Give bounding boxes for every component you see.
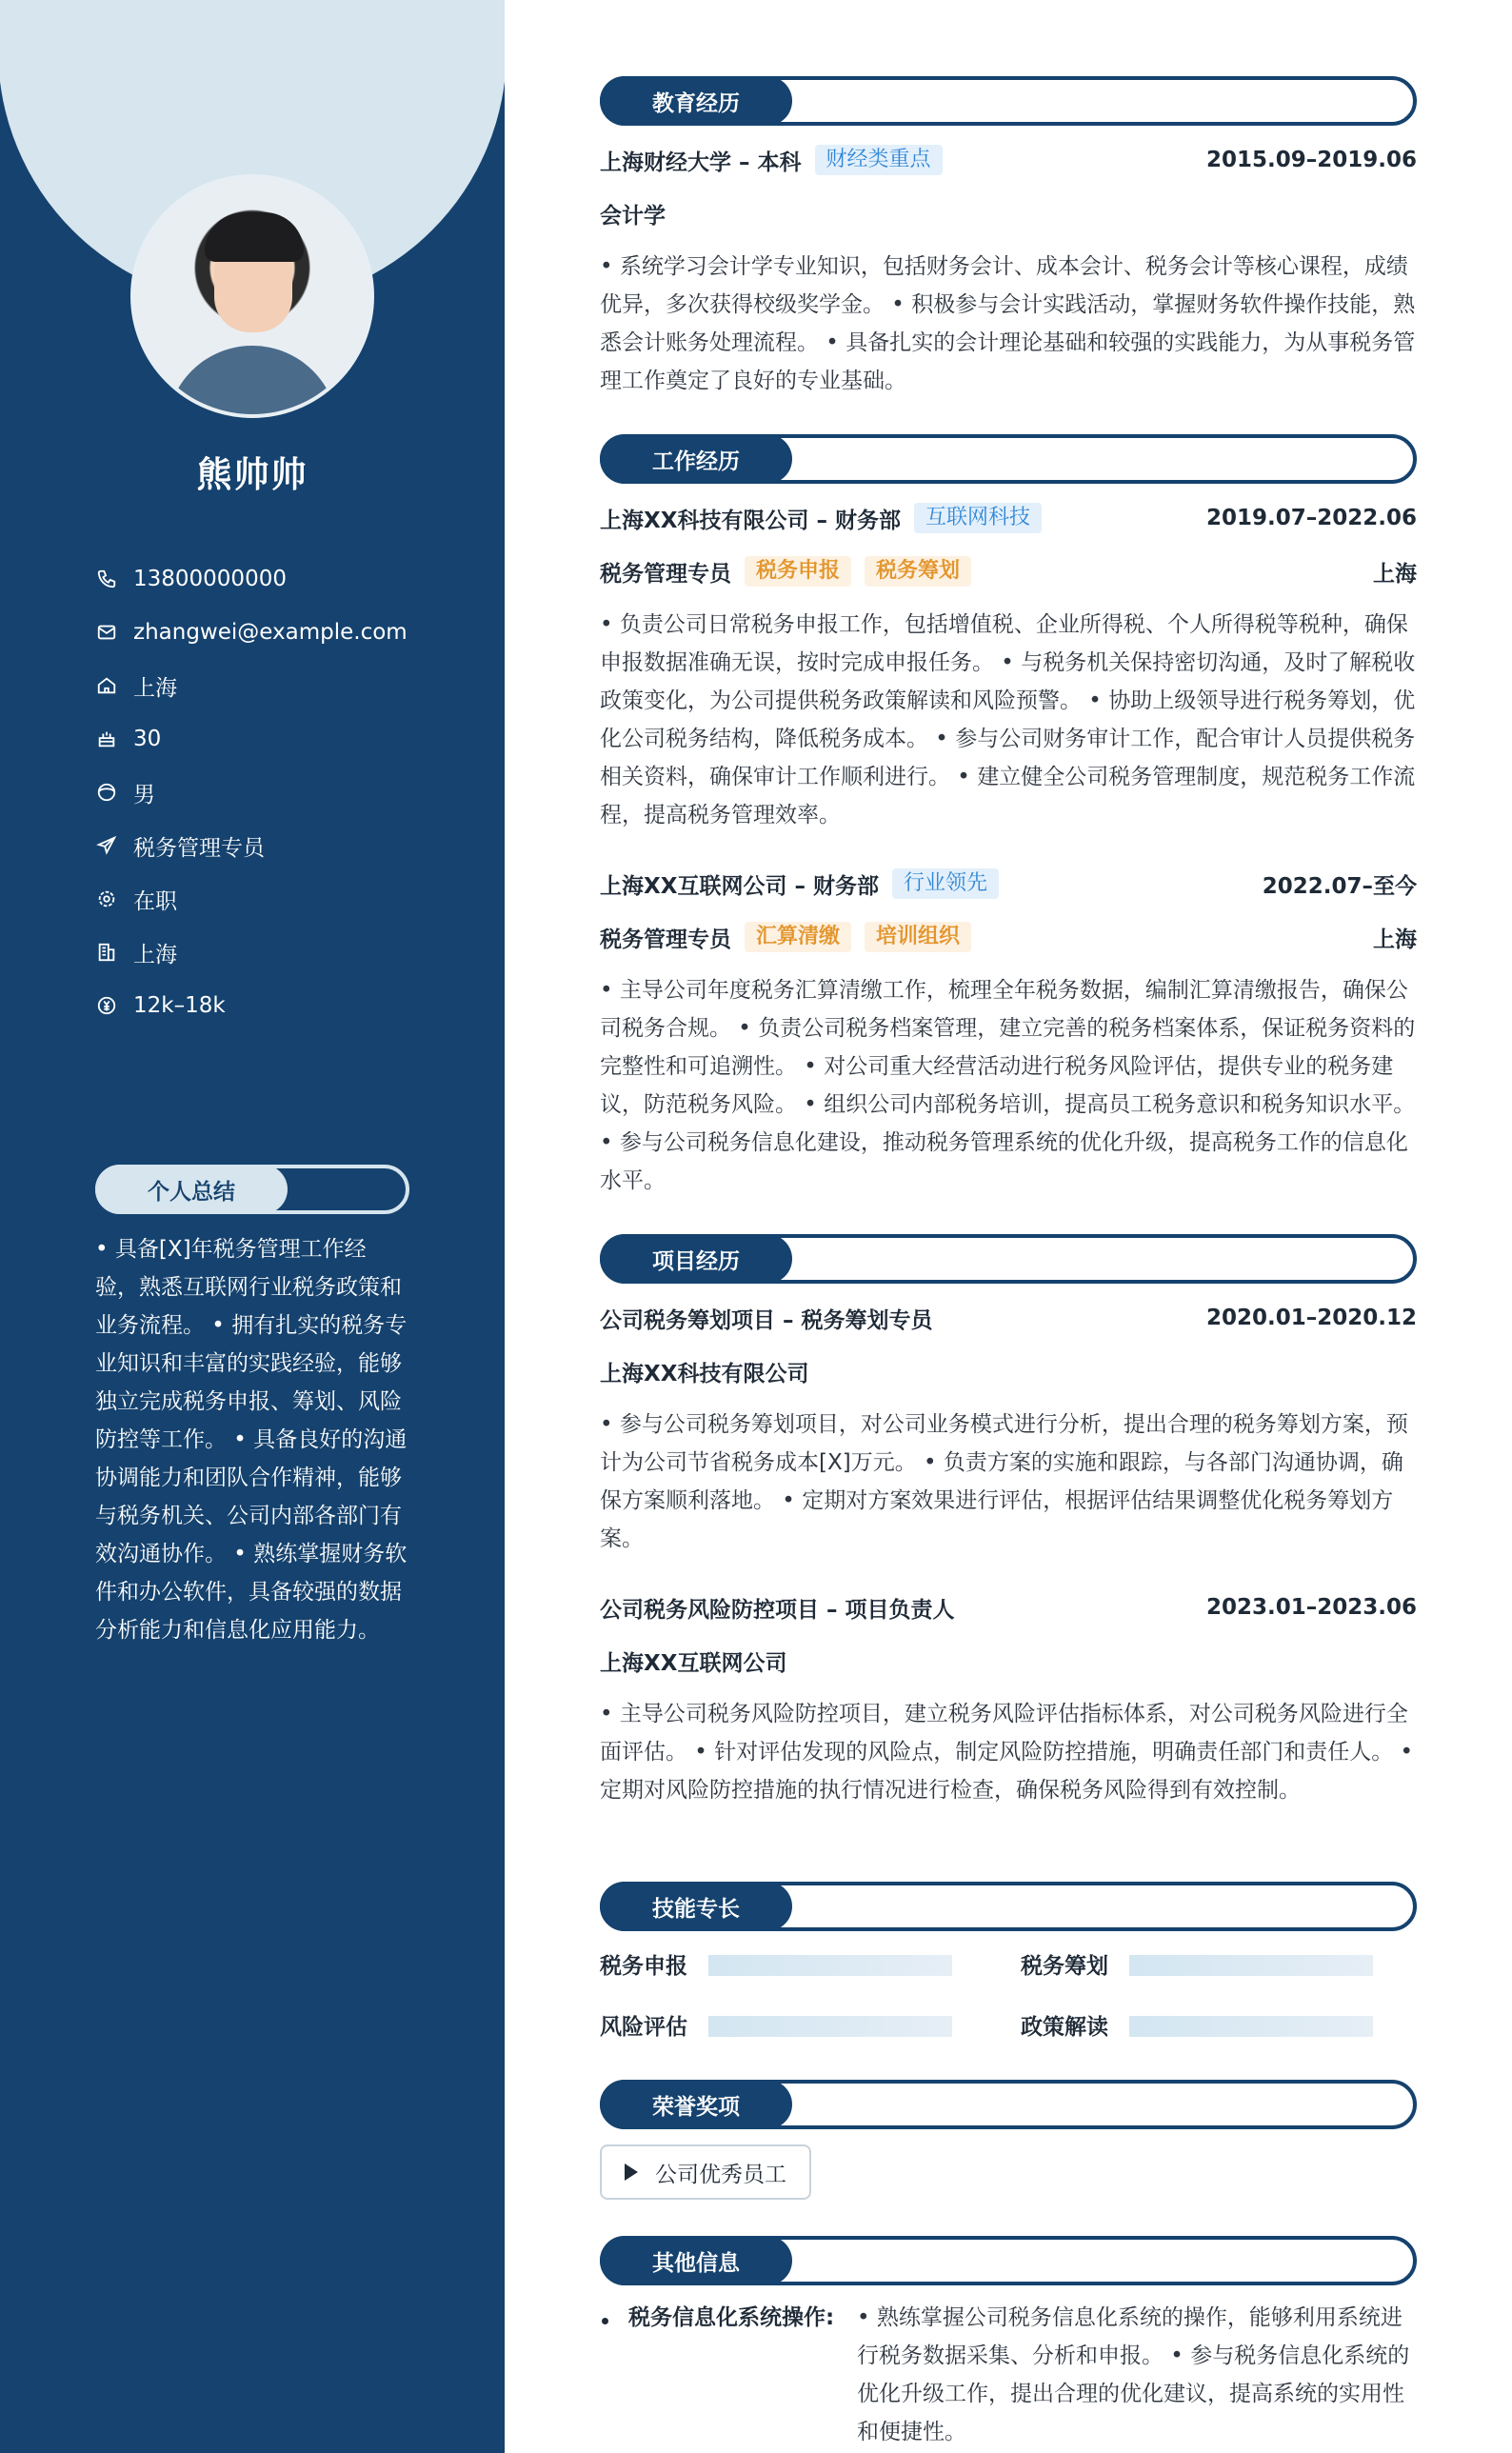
contact-status: 在职	[95, 872, 495, 926]
project-2-org: 上海XX互联网公司	[600, 1650, 787, 1676]
project-1-org-row	[600, 1354, 1417, 1388]
other-label: 税务信息化系统操作:	[628, 2305, 835, 2330]
education-school: 上海财经大学 – 本科	[600, 150, 802, 175]
phone-icon	[95, 568, 118, 590]
other-text: • 熟练掌握公司税务信息化系统的操作，能够利用系统进行税务数据采集、分析和申报。 • 参与税务信息化系统的优化升级工作，提出合理的优化建议，提高系统的实用性和便捷性。	[857, 2305, 1410, 2444]
award-item[interactable]	[600, 2144, 811, 2200]
project-2-desc: • 主导公司税务风险防控项目，建立税务风险评估指标体系，对公司税务风险进行全面评估。 • 针对评估发现的风险点，制定风险防控措施，明确责任部门和责任人。 • 定期对风险防控措施的执行情况进行检查，确保税务风险得到有效控制。	[600, 1702, 1414, 1803]
other-header	[600, 2236, 1417, 2285]
education-title: 教育经历	[600, 76, 792, 126]
projects-header	[600, 1234, 1417, 1284]
play-icon	[625, 2164, 638, 2181]
job-1-date: 2019.07–2022.06	[1205, 506, 1417, 530]
education-major-row	[600, 196, 1417, 230]
honors-header	[600, 2080, 1417, 2129]
job-2-row	[600, 867, 1417, 901]
home-icon	[95, 674, 118, 697]
profile-name: 熊帅帅	[196, 454, 308, 495]
project-2-row	[600, 1590, 1417, 1625]
sidebar	[0, 0, 505, 2453]
job-1-company: 上海XX科技有限公司 – 财务部	[600, 508, 901, 533]
honors-title: 荣誉奖项	[600, 2080, 792, 2129]
education-tag: 财经类重点	[815, 145, 943, 175]
job-2-role-row	[600, 920, 1417, 954]
job-2-role: 税务管理专员	[600, 927, 731, 952]
contact-email: zhangwei@example.com	[95, 606, 495, 659]
send-icon	[95, 834, 118, 857]
summary-text: • 具备[X]年税务管理工作经验，熟悉互联网行业税务政策和业务流程。 • 拥有扎实的税务专业知识和丰富的实践经验，能够独立完成税务申报、筹划、风险防控等工作。 • 具备良好的沟通协调能力和团队合作精神，能够与税务机关、公司内部各部门有效沟通协作。 • 熟练掌握财务软件和办公软件，具备较强的数据分析能力和信息化应用能力。	[95, 1237, 408, 1643]
job-1-city: 上海	[1373, 561, 1417, 587]
skill-2-bar	[1129, 1955, 1373, 1976]
education-date: 2015.09–2019.06	[1205, 148, 1417, 172]
contact-salary: 12k–18k	[95, 979, 495, 1032]
projects-title: 项目经历	[600, 1234, 792, 1284]
skill-1-label: 税务申报	[600, 1954, 687, 1979]
contact-phone: 13800000000	[95, 552, 495, 606]
education-major: 会计学	[600, 203, 666, 229]
job-2-tag: 行业领先	[892, 868, 999, 899]
job-1-role: 税务管理专员	[600, 561, 731, 587]
bullet-icon	[602, 2318, 608, 2324]
job-1-skill-1: 税务申报	[745, 556, 851, 587]
job-1-desc: • 负责公司日常税务申报工作，包括增值税、企业所得税、个人所得税等税种，确保申报数据准确无误，按时完成申报任务。 • 与税务机关保持密切沟通，及时了解税收政策变化，为公司提供税务政策解读和风险预警。 • 协助上级领导进行税务筹划，优化公司税务结构，降低税务成本。 • 参与公司财务审计工作，配合审计人员提供税务相关资料，确保审计工作顺利进行。 • 建立健全公司税务管理制度，规范税务工作流程，提高税务管理效率。	[600, 612, 1416, 828]
summary-header	[95, 1165, 409, 1214]
contact-location: 上海	[95, 659, 495, 712]
education-desc: • 系统学习会计学专业知识，包括财务会计、成本会计、税务会计等核心课程，成绩优异，多次获得校级奖学金。 • 积极参与会计实践活动，掌握财务软件操作技能，熟悉会计账务处理流程。 • 具备扎实的会计理论基础和较强的实践能力，为从事税务管理工作奠定了良好的专业基础。	[600, 254, 1416, 393]
job-1-role-row	[600, 554, 1417, 588]
avatar	[130, 174, 374, 418]
project-1-date: 2020.01–2020.12	[1205, 1306, 1417, 1330]
contact-gender: 男	[95, 766, 495, 819]
skill-3-label: 风险评估	[600, 2015, 687, 2040]
skills-header	[600, 1882, 1417, 1931]
mail-icon	[95, 621, 118, 644]
project-2-name: 公司税务风险防控项目 – 项目负责人	[600, 1597, 955, 1623]
job-2-date: 2022.07–至今	[1262, 873, 1417, 899]
project-1-desc: • 参与公司税务筹划项目，对公司业务模式进行分析，提出合理的税务筹划方案，预计为公司节省税务成本[X]万元。 • 负责方案的实施和跟踪，与各部门沟通协调，确保方案顺利落地。 • 定期对方案效果进行评估，根据评估结果调整优化税务筹划方案。	[600, 1412, 1408, 1551]
job-2-city: 上海	[1373, 927, 1417, 952]
skills-title: 技能专长	[600, 1882, 792, 1931]
cake-icon	[95, 728, 118, 750]
summary-title: 个人总结	[95, 1165, 288, 1214]
other-title: 其他信息	[600, 2236, 792, 2285]
job-1-tag: 互联网科技	[914, 503, 1042, 533]
skill-4-bar	[1129, 2016, 1373, 2037]
skill-2-label: 税务筹划	[1021, 1954, 1108, 1979]
job-1-row	[600, 501, 1417, 535]
education-row	[600, 143, 1417, 177]
skill-4-label: 政策解读	[1021, 2015, 1108, 2040]
skill-3-bar	[708, 2016, 952, 2037]
skill-1-bar	[708, 1955, 952, 1976]
contact-age: 30	[95, 712, 495, 766]
job-1-skill-2: 税务筹划	[865, 556, 971, 587]
job-2-skill-2: 培训组织	[865, 922, 971, 952]
status-icon	[95, 887, 118, 910]
contact-city: 上海	[95, 926, 495, 979]
contact-list	[95, 552, 495, 1032]
job-2-desc: • 主导公司年度税务汇算清缴工作，梳理全年税务数据，编制汇算清缴报告，确保公司税务合规。 • 负责公司税务档案管理，建立完善的税务档案体系，保证税务资料的完整性和可追溯性。 • 对公司重大经营活动进行税务风险评估，提供专业的税务建议，防范税务风险。 • 组织公司内部税务培训，提高员工税务意识和税务知识水平。 • 参与公司税务信息化建设，推动税务管理系统的优化升级，提高税务工作的信息化水平。	[600, 978, 1416, 1193]
work-title: 工作经历	[600, 434, 792, 484]
project-2-org-row	[600, 1644, 1417, 1678]
project-1-name: 公司税务筹划项目 – 税务筹划专员	[600, 1307, 933, 1333]
award-label: 公司优秀员工	[655, 2162, 786, 2187]
salary-icon	[95, 994, 118, 1017]
job-2-company: 上海XX互联网公司 – 财务部	[600, 873, 879, 899]
contact-position: 税务管理专员	[95, 819, 495, 872]
job-2-skill-1: 汇算清缴	[745, 922, 851, 952]
building-icon	[95, 941, 118, 964]
education-header	[600, 76, 1417, 126]
work-header	[600, 434, 1417, 484]
gender-icon	[95, 781, 118, 804]
project-1-row	[600, 1301, 1417, 1335]
project-1-org: 上海XX科技有限公司	[600, 1361, 809, 1386]
project-2-date: 2023.01–2023.06	[1205, 1595, 1417, 1620]
